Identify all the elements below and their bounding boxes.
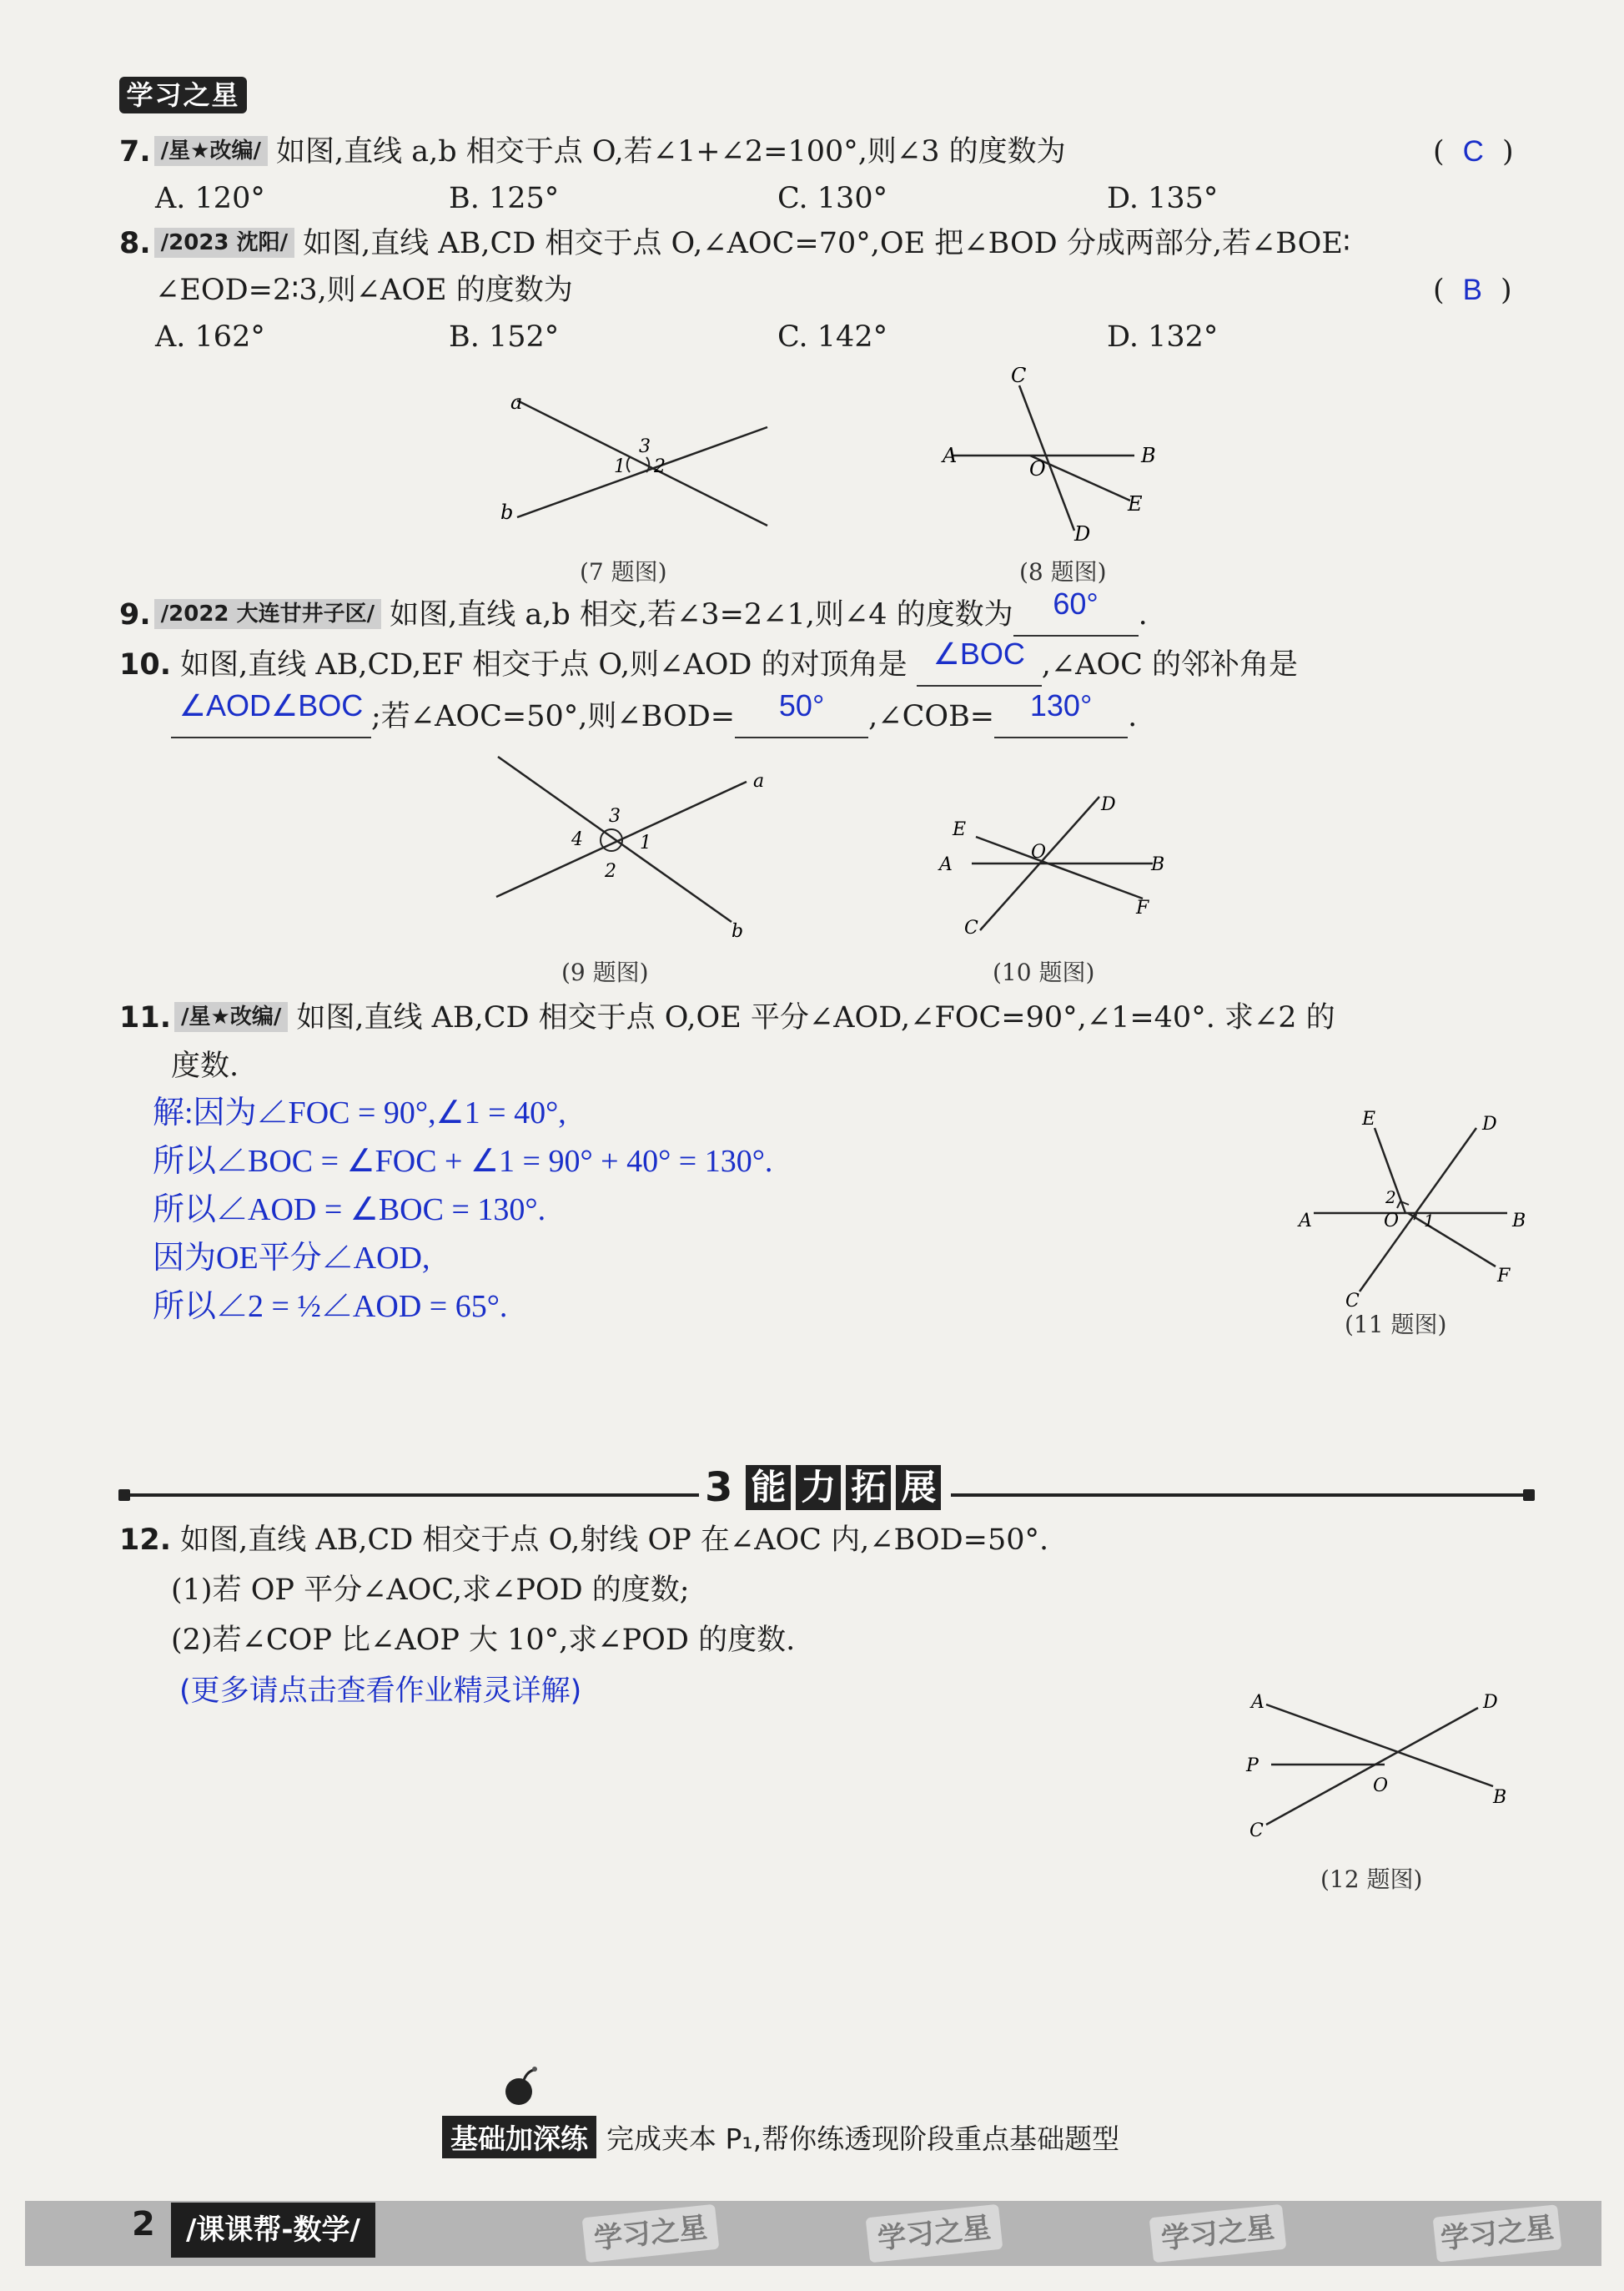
section-number: 3 bbox=[705, 1464, 733, 1511]
divider-dot-right bbox=[1523, 1489, 1535, 1501]
answer-blank: ∠BOC bbox=[917, 644, 1042, 687]
watermark-logo: 学习之星 bbox=[582, 2204, 720, 2263]
figure-9-caption: (9 题图) bbox=[561, 959, 649, 986]
option-b: B. 125° bbox=[449, 182, 560, 215]
fig8-label-o: O bbox=[1029, 457, 1046, 481]
fig7-label-1: 1 bbox=[614, 456, 626, 477]
question-10-line2: ∠AOD∠BOC ;若∠AOC=50°,则∠BOD= 50° ,∠COB= 130° . bbox=[171, 696, 1137, 738]
fig7-label-3: 3 bbox=[639, 436, 651, 457]
answer-blank: ∠AOD∠BOC bbox=[171, 696, 371, 738]
fig12-label-c: C bbox=[1249, 1820, 1264, 1840]
fig9-label-4: 4 bbox=[571, 829, 583, 850]
footer-promo-label: 基础加深练 bbox=[442, 2116, 596, 2158]
solution-line-1: 解:因为∠FOC = 90°,∠1 = 40°, bbox=[153, 1095, 566, 1130]
series-title: /课课帮-数学/ bbox=[171, 2203, 375, 2258]
fig10-label-d: D bbox=[1101, 794, 1116, 815]
solution-line-3: 所以∠AOD = ∠BOC = 130°. bbox=[153, 1192, 546, 1227]
footer-promo-text: 完成夹本 P₁,帮你练透现阶段重点基础题型 bbox=[606, 2122, 1120, 2155]
fig10-label-f: F bbox=[1136, 898, 1149, 919]
fig11-label-f: F bbox=[1497, 1266, 1511, 1286]
watermark-logo: 学习之星 bbox=[1149, 2204, 1287, 2263]
source-tag: /2022 大连甘井子区/ bbox=[154, 599, 381, 629]
fig10-label-e: E bbox=[953, 819, 967, 840]
question-9: 9. /2022 大连甘井子区/ 如图,直线 a,b 相交,若∠3=2∠1,则∠4 的度数为 60° . bbox=[119, 594, 1148, 637]
solution-line-4: 因为OE平分∠AOD, bbox=[153, 1241, 430, 1276]
answer-choice: B bbox=[1462, 274, 1483, 306]
fig10-label-o: O bbox=[1031, 842, 1047, 863]
page-number: 2 bbox=[132, 2205, 155, 2243]
option-d: D. 132° bbox=[1107, 320, 1219, 354]
divider-line-left bbox=[123, 1493, 699, 1497]
question-12 bbox=[119, 1520, 1048, 1560]
solution-line-5: 所以∠2 = ½∠AOD = 65°. bbox=[153, 1289, 508, 1324]
fig11-label-1: 1 bbox=[1424, 1211, 1435, 1231]
divider-line-right bbox=[951, 1493, 1525, 1497]
source-tag: /星★改编/ bbox=[154, 136, 268, 166]
question-11 bbox=[119, 998, 1335, 1038]
watermark-logo: 学习之星 bbox=[1433, 2204, 1562, 2262]
fig11-label-b: B bbox=[1512, 1211, 1526, 1231]
fig9-label-a: a bbox=[753, 771, 765, 792]
figure-11 bbox=[1297, 1110, 1547, 1310]
option-a: A. 162° bbox=[155, 320, 265, 354]
figure-7-caption: (7 题图) bbox=[580, 558, 667, 586]
section-char: 能 bbox=[746, 1465, 791, 1510]
fig8-label-e: E bbox=[1128, 492, 1143, 516]
question-text: 如图,直线 AB,CD 相交于点 O,∠AOC=70°,OE 把∠BOD 分成两部分,若∠BOE∶ bbox=[303, 227, 1350, 260]
question-text: 如图,直线 a,b 相交,若∠3=2∠1,则∠4 的度数为 bbox=[390, 598, 1013, 632]
figure-8 bbox=[926, 367, 1176, 542]
fig11-label-a: A bbox=[1299, 1211, 1312, 1231]
option-a: A. 120° bbox=[155, 182, 265, 215]
fig12-label-a: A bbox=[1251, 1692, 1265, 1713]
fig10-label-b: B bbox=[1151, 854, 1165, 875]
section-char: 拓 bbox=[846, 1465, 891, 1510]
fig11-label-d: D bbox=[1482, 1114, 1497, 1135]
brand-logo: 学习之星 bbox=[119, 77, 247, 113]
fig9-label-3: 3 bbox=[609, 806, 621, 827]
question-8-line2: ∠EOD=2∶3,则∠AOE 的度数为 bbox=[155, 274, 573, 307]
figure-10 bbox=[934, 788, 1184, 939]
footer-promo bbox=[442, 2116, 1119, 2158]
option-c: C. 142° bbox=[777, 320, 888, 354]
section-char: 展 bbox=[896, 1465, 941, 1510]
question-text: 如图,直线 AB,CD,EF 相交于点 O,则∠AOD 的对顶角是 bbox=[180, 648, 908, 682]
fig7-label-a: a bbox=[510, 390, 523, 414]
answer-paren: ( B ) bbox=[1433, 274, 1512, 307]
source-tag: /2023 沈阳/ bbox=[154, 228, 294, 258]
question-11-line2: 度数. bbox=[171, 1050, 239, 1083]
question-text: 如图,直线 AB,CD 相交于点 O,OE 平分∠AOD,∠FOC=90°,∠1=40°. 求∠2 的 bbox=[296, 1001, 1335, 1035]
fig11-label-e: E bbox=[1362, 1110, 1376, 1130]
question-number: 7. bbox=[119, 135, 151, 169]
fig8-label-c: C bbox=[1011, 367, 1027, 387]
section-title bbox=[705, 1460, 941, 1515]
fig8-label-d: D bbox=[1074, 522, 1091, 542]
question-number: 9. bbox=[119, 598, 151, 632]
question-number: 8. bbox=[119, 227, 151, 260]
figure-7 bbox=[492, 384, 792, 542]
fig9-label-1: 1 bbox=[640, 833, 651, 853]
fig12-label-o: O bbox=[1373, 1775, 1389, 1796]
option-b: B. 152° bbox=[449, 320, 560, 354]
figure-12 bbox=[1243, 1681, 1526, 1840]
answer-choice: C bbox=[1462, 135, 1484, 168]
fig11-label-o: O bbox=[1384, 1211, 1400, 1231]
fig12-label-p: P bbox=[1246, 1755, 1259, 1776]
figure-8-caption: (8 题图) bbox=[1019, 558, 1107, 586]
more-solutions-link[interactable]: (更多请点击查看作业精灵详解) bbox=[179, 1674, 582, 1708]
fig8-label-a: A bbox=[943, 444, 958, 467]
fig7-label-b: b bbox=[500, 501, 514, 524]
option-d: D. 135° bbox=[1107, 182, 1219, 215]
question-10: 10. 如图,直线 AB,CD,EF 相交于点 O,则∠AOD 的对顶角是 ∠BOC ,∠AOC 的邻补角是 bbox=[119, 644, 1298, 687]
question-number: 10. bbox=[119, 648, 172, 682]
question-number: 11. bbox=[119, 1001, 172, 1035]
figure-11-caption: (11 题图) bbox=[1345, 1311, 1447, 1338]
watermark-logo: 学习之星 bbox=[866, 2204, 1003, 2263]
fig11-label-c: C bbox=[1345, 1291, 1360, 1310]
figure-12-caption: (12 题图) bbox=[1320, 1866, 1423, 1893]
fig12-label-d: D bbox=[1483, 1692, 1498, 1713]
question-12-part1: (1)若 OP 平分∠AOC,求∠POD 的度数; bbox=[171, 1573, 690, 1607]
question-7 bbox=[119, 132, 1066, 172]
fig7-label-2: 2 bbox=[654, 456, 666, 477]
fig9-label-2: 2 bbox=[605, 861, 616, 882]
fig8-label-b: B bbox=[1141, 444, 1156, 467]
option-c: C. 130° bbox=[777, 182, 888, 215]
bomb-icon bbox=[500, 2065, 539, 2108]
source-tag: /星★改编/ bbox=[174, 1002, 288, 1032]
answer-paren: ( C ) bbox=[1433, 135, 1514, 169]
question-8 bbox=[119, 224, 1350, 264]
fig12-label-b: B bbox=[1493, 1787, 1507, 1808]
figure-10-caption: (10 题图) bbox=[993, 959, 1095, 986]
fig11-label-2: 2 bbox=[1385, 1187, 1396, 1207]
fig10-label-a: A bbox=[939, 854, 953, 875]
question-text: 如图,直线 a,b 相交于点 O,若∠1+∠2=100°,则∠3 的度数为 bbox=[275, 135, 1066, 169]
question-number: 12. bbox=[119, 1523, 172, 1557]
solution-line-2: 所以∠BOC = ∠FOC + ∠1 = 90° + 40° = 130°. bbox=[153, 1144, 773, 1179]
answer-blank: 130° bbox=[994, 696, 1128, 738]
fig10-label-c: C bbox=[964, 918, 978, 939]
answer-blank: 60° bbox=[1013, 594, 1139, 637]
answer-blank: 50° bbox=[735, 696, 868, 738]
question-text: 如图,直线 AB,CD 相交于点 O,射线 OP 在∠AOC 内,∠BOD=50°. bbox=[180, 1523, 1049, 1557]
fig9-label-b: b bbox=[732, 921, 744, 939]
question-12-part2: (2)若∠COP 比∠AOP 大 10°,求∠POD 的度数. bbox=[171, 1624, 796, 1657]
section-char: 力 bbox=[796, 1465, 841, 1510]
figure-9 bbox=[463, 747, 780, 939]
